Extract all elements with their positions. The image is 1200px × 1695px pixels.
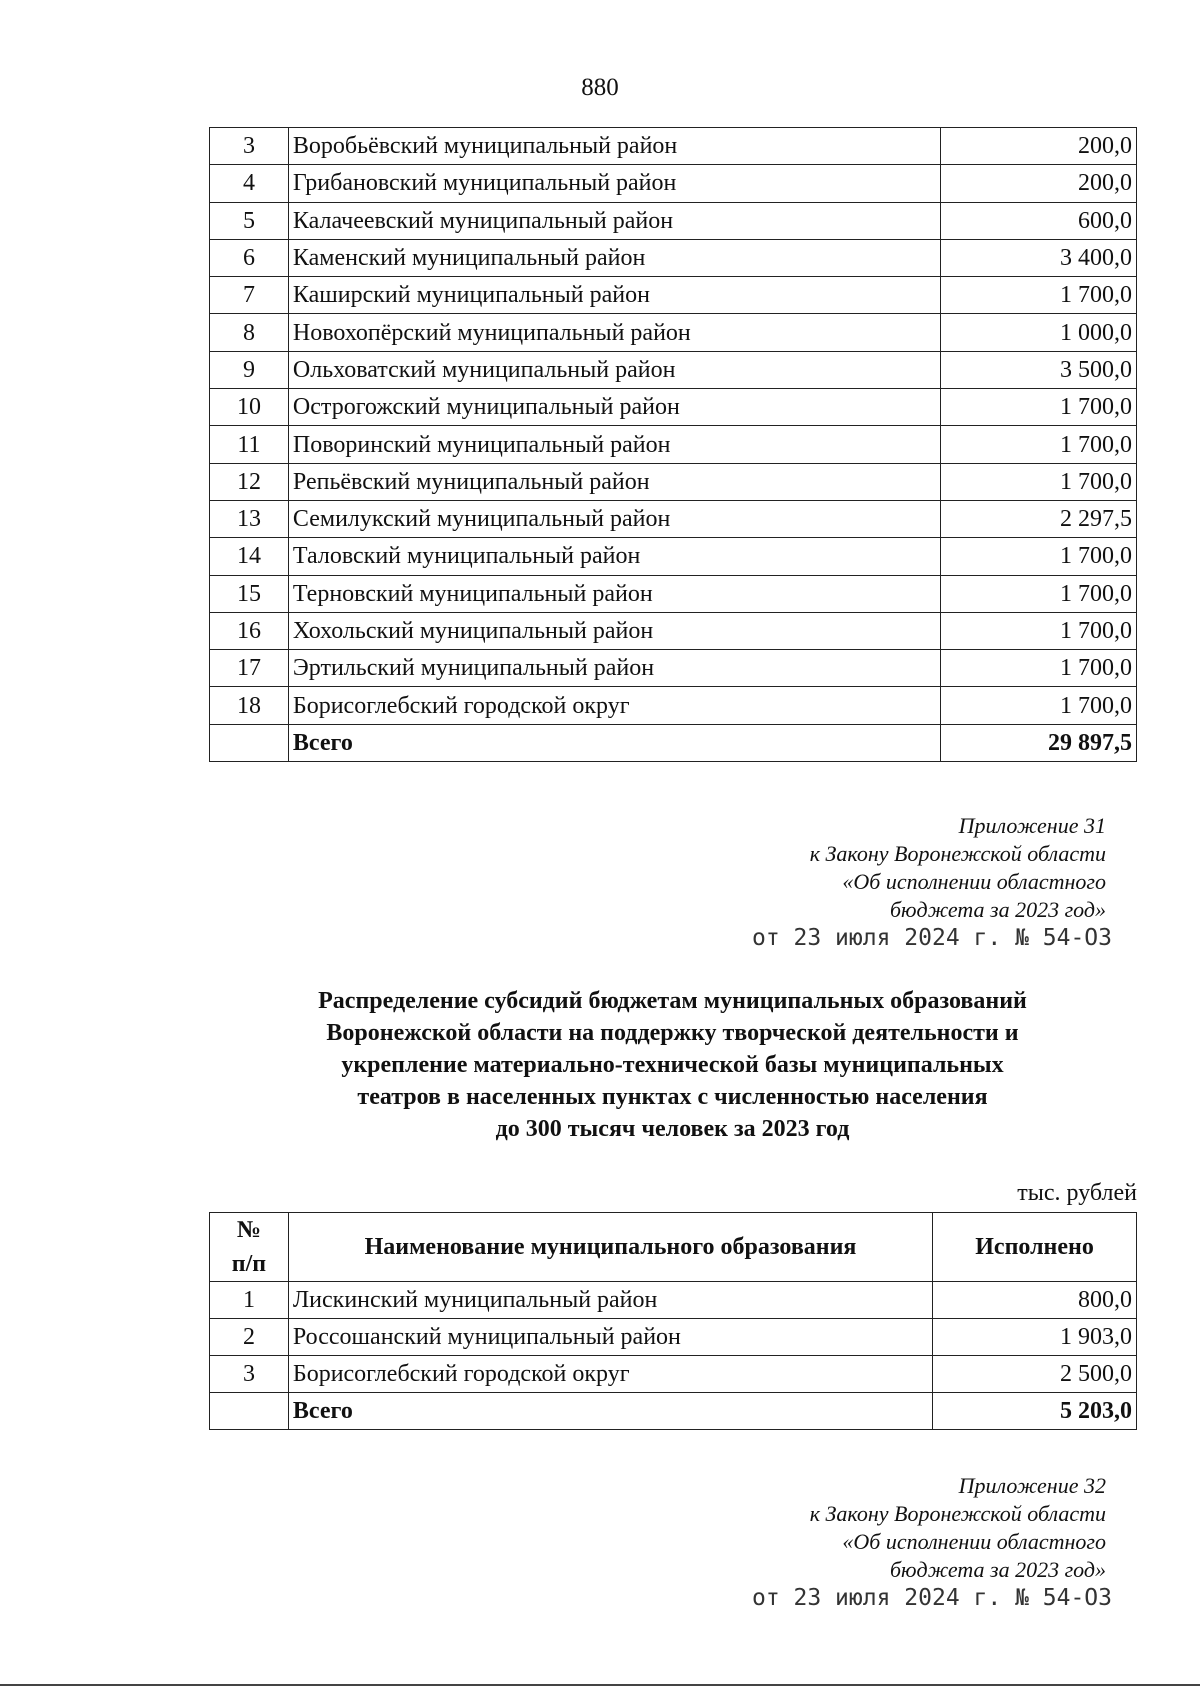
table-row	[210, 202, 1137, 239]
total-row	[210, 724, 1137, 761]
appendix-date-stamp: от 23 июля 2024 г. № 54-ОЗ	[751, 925, 1112, 951]
total-label: Всего	[288, 1393, 932, 1430]
table-row	[210, 165, 1137, 202]
row-number: 2	[210, 1319, 289, 1356]
column-header-executed: Исполнено	[933, 1213, 1137, 1282]
municipality-name: Калачеевский муниципальный район	[288, 202, 940, 239]
amount-value: 3 400,0	[941, 239, 1137, 276]
row-number: 5	[210, 202, 289, 239]
amount-value: 200,0	[941, 128, 1137, 165]
appendix-law-title-line2: бюджета за 2023 год»	[889, 897, 1106, 922]
amount-value: 1 700,0	[941, 538, 1137, 575]
amount-value: 1 700,0	[941, 612, 1137, 649]
row-number: 4	[210, 165, 289, 202]
municipality-name: Поворинский муниципальный район	[288, 426, 940, 463]
table-row	[210, 575, 1137, 612]
table-body	[210, 128, 1137, 762]
amount-value: 1 903,0	[933, 1319, 1137, 1356]
row-number: 9	[210, 351, 289, 388]
total-row	[210, 1393, 1137, 1430]
municipality-name: Воробьёвский муниципальный район	[288, 128, 940, 165]
table-row	[210, 277, 1137, 314]
appendix-31-block	[746, 812, 1112, 952]
municipality-name: Россошанский муниципальный район	[288, 1319, 932, 1356]
table-row	[210, 1356, 1137, 1393]
municipality-name: Каширский муниципальный район	[288, 277, 940, 314]
amount-value: 2 297,5	[941, 500, 1137, 537]
amount-value: 2 500,0	[933, 1356, 1137, 1393]
header-number-sign: №	[236, 1217, 262, 1243]
table-row	[210, 239, 1137, 276]
row-number: 11	[210, 426, 289, 463]
municipality-name: Хохольский муниципальный район	[288, 612, 940, 649]
amount-value: 1 700,0	[941, 650, 1137, 687]
amount-value: 200,0	[941, 165, 1137, 202]
municipality-name: Терновский муниципальный район	[288, 575, 940, 612]
municipality-name: Семилукский муниципальный район	[288, 500, 940, 537]
appendix-law-title-line2: бюджета за 2023 год»	[889, 1557, 1106, 1582]
amount-value: 600,0	[941, 202, 1137, 239]
table-row	[210, 500, 1137, 537]
column-header-number	[210, 1213, 289, 1282]
units-label: тыс. рублей	[1017, 1180, 1137, 1206]
total-label: Всего	[288, 724, 940, 761]
amount-value: 800,0	[933, 1282, 1137, 1319]
amount-value: 1 000,0	[941, 314, 1137, 351]
appendix-law-title-line1: «Об исполнении областного	[842, 1529, 1106, 1554]
distribution-table-continued	[209, 127, 1137, 762]
row-number: 12	[210, 463, 289, 500]
amount-value: 1 700,0	[941, 426, 1137, 463]
appendix-number: Приложение 31	[958, 813, 1106, 838]
table-row	[210, 314, 1137, 351]
total-row-number-empty	[210, 724, 289, 761]
title-line: Воронежской области на поддержку творческой деятельности и	[326, 1020, 1019, 1046]
title-line: театров в населенных пунктах с численностью населения	[357, 1084, 988, 1110]
table-row	[210, 128, 1137, 165]
row-number: 10	[210, 389, 289, 426]
table-row	[210, 538, 1137, 575]
appendix-date-stamp: от 23 июля 2024 г. № 54-ОЗ	[751, 1585, 1112, 1611]
document-title	[210, 985, 1135, 1145]
row-number: 6	[210, 239, 289, 276]
header-number-abbrev: п/п	[231, 1251, 267, 1277]
municipality-name: Ольховатский муниципальный район	[288, 351, 940, 388]
amount-value: 3 500,0	[941, 351, 1137, 388]
municipality-name: Таловский муниципальный район	[288, 538, 940, 575]
row-number: 8	[210, 314, 289, 351]
municipality-name: Эртильский муниципальный район	[288, 650, 940, 687]
table-row	[210, 426, 1137, 463]
row-number: 1	[210, 1282, 289, 1319]
appendix-law-reference: к Закону Воронежской области	[809, 841, 1106, 866]
table-header-row	[210, 1213, 1137, 1282]
municipality-name: Новохопёрский муниципальный район	[288, 314, 940, 351]
page-number: 880	[581, 74, 619, 101]
municipality-name: Лискинский муниципальный район	[288, 1282, 932, 1319]
row-number: 3	[210, 128, 289, 165]
table-row	[210, 1319, 1137, 1356]
row-number: 16	[210, 612, 289, 649]
page-bottom-divider	[0, 1684, 1200, 1686]
row-number: 17	[210, 650, 289, 687]
appendix-law-title-line1: «Об исполнении областного	[842, 869, 1106, 894]
title-line: Распределение субсидий бюджетам муниципальных образований	[318, 988, 1027, 1014]
municipality-name: Репьёвский муниципальный район	[288, 463, 940, 500]
amount-value: 1 700,0	[941, 277, 1137, 314]
amount-value: 1 700,0	[941, 463, 1137, 500]
table-row	[210, 650, 1137, 687]
table-row	[210, 687, 1137, 724]
municipality-name: Каменский муниципальный район	[288, 239, 940, 276]
column-header-name: Наименование муниципального образования	[288, 1213, 932, 1282]
total-value: 29 897,5	[941, 724, 1137, 761]
row-number: 18	[210, 687, 289, 724]
row-number: 14	[210, 538, 289, 575]
appendix-number: Приложение 32	[958, 1473, 1106, 1498]
theater-subsidy-table	[209, 1212, 1137, 1430]
title-line: укрепление материально-технической базы муниципальных	[341, 1052, 1004, 1078]
appendix-32-block	[746, 1472, 1112, 1612]
table-row	[210, 463, 1137, 500]
table-row	[210, 351, 1137, 388]
municipality-name: Борисоглебский городской округ	[288, 1356, 932, 1393]
row-number: 3	[210, 1356, 289, 1393]
municipality-name: Грибановский муниципальный район	[288, 165, 940, 202]
total-value: 5 203,0	[933, 1393, 1137, 1430]
table-row	[210, 1282, 1137, 1319]
municipality-name: Острогожский муниципальный район	[288, 389, 940, 426]
row-number: 7	[210, 277, 289, 314]
total-row-number-empty	[210, 1393, 289, 1430]
amount-value: 1 700,0	[941, 575, 1137, 612]
table-row	[210, 389, 1137, 426]
municipality-name: Борисоглебский городской округ	[288, 687, 940, 724]
title-line: до 300 тысяч человек за 2023 год	[495, 1116, 850, 1142]
amount-value: 1 700,0	[941, 687, 1137, 724]
row-number: 15	[210, 575, 289, 612]
appendix-law-reference: к Закону Воронежской области	[809, 1501, 1106, 1526]
row-number: 13	[210, 500, 289, 537]
amount-value: 1 700,0	[941, 389, 1137, 426]
table-row	[210, 612, 1137, 649]
